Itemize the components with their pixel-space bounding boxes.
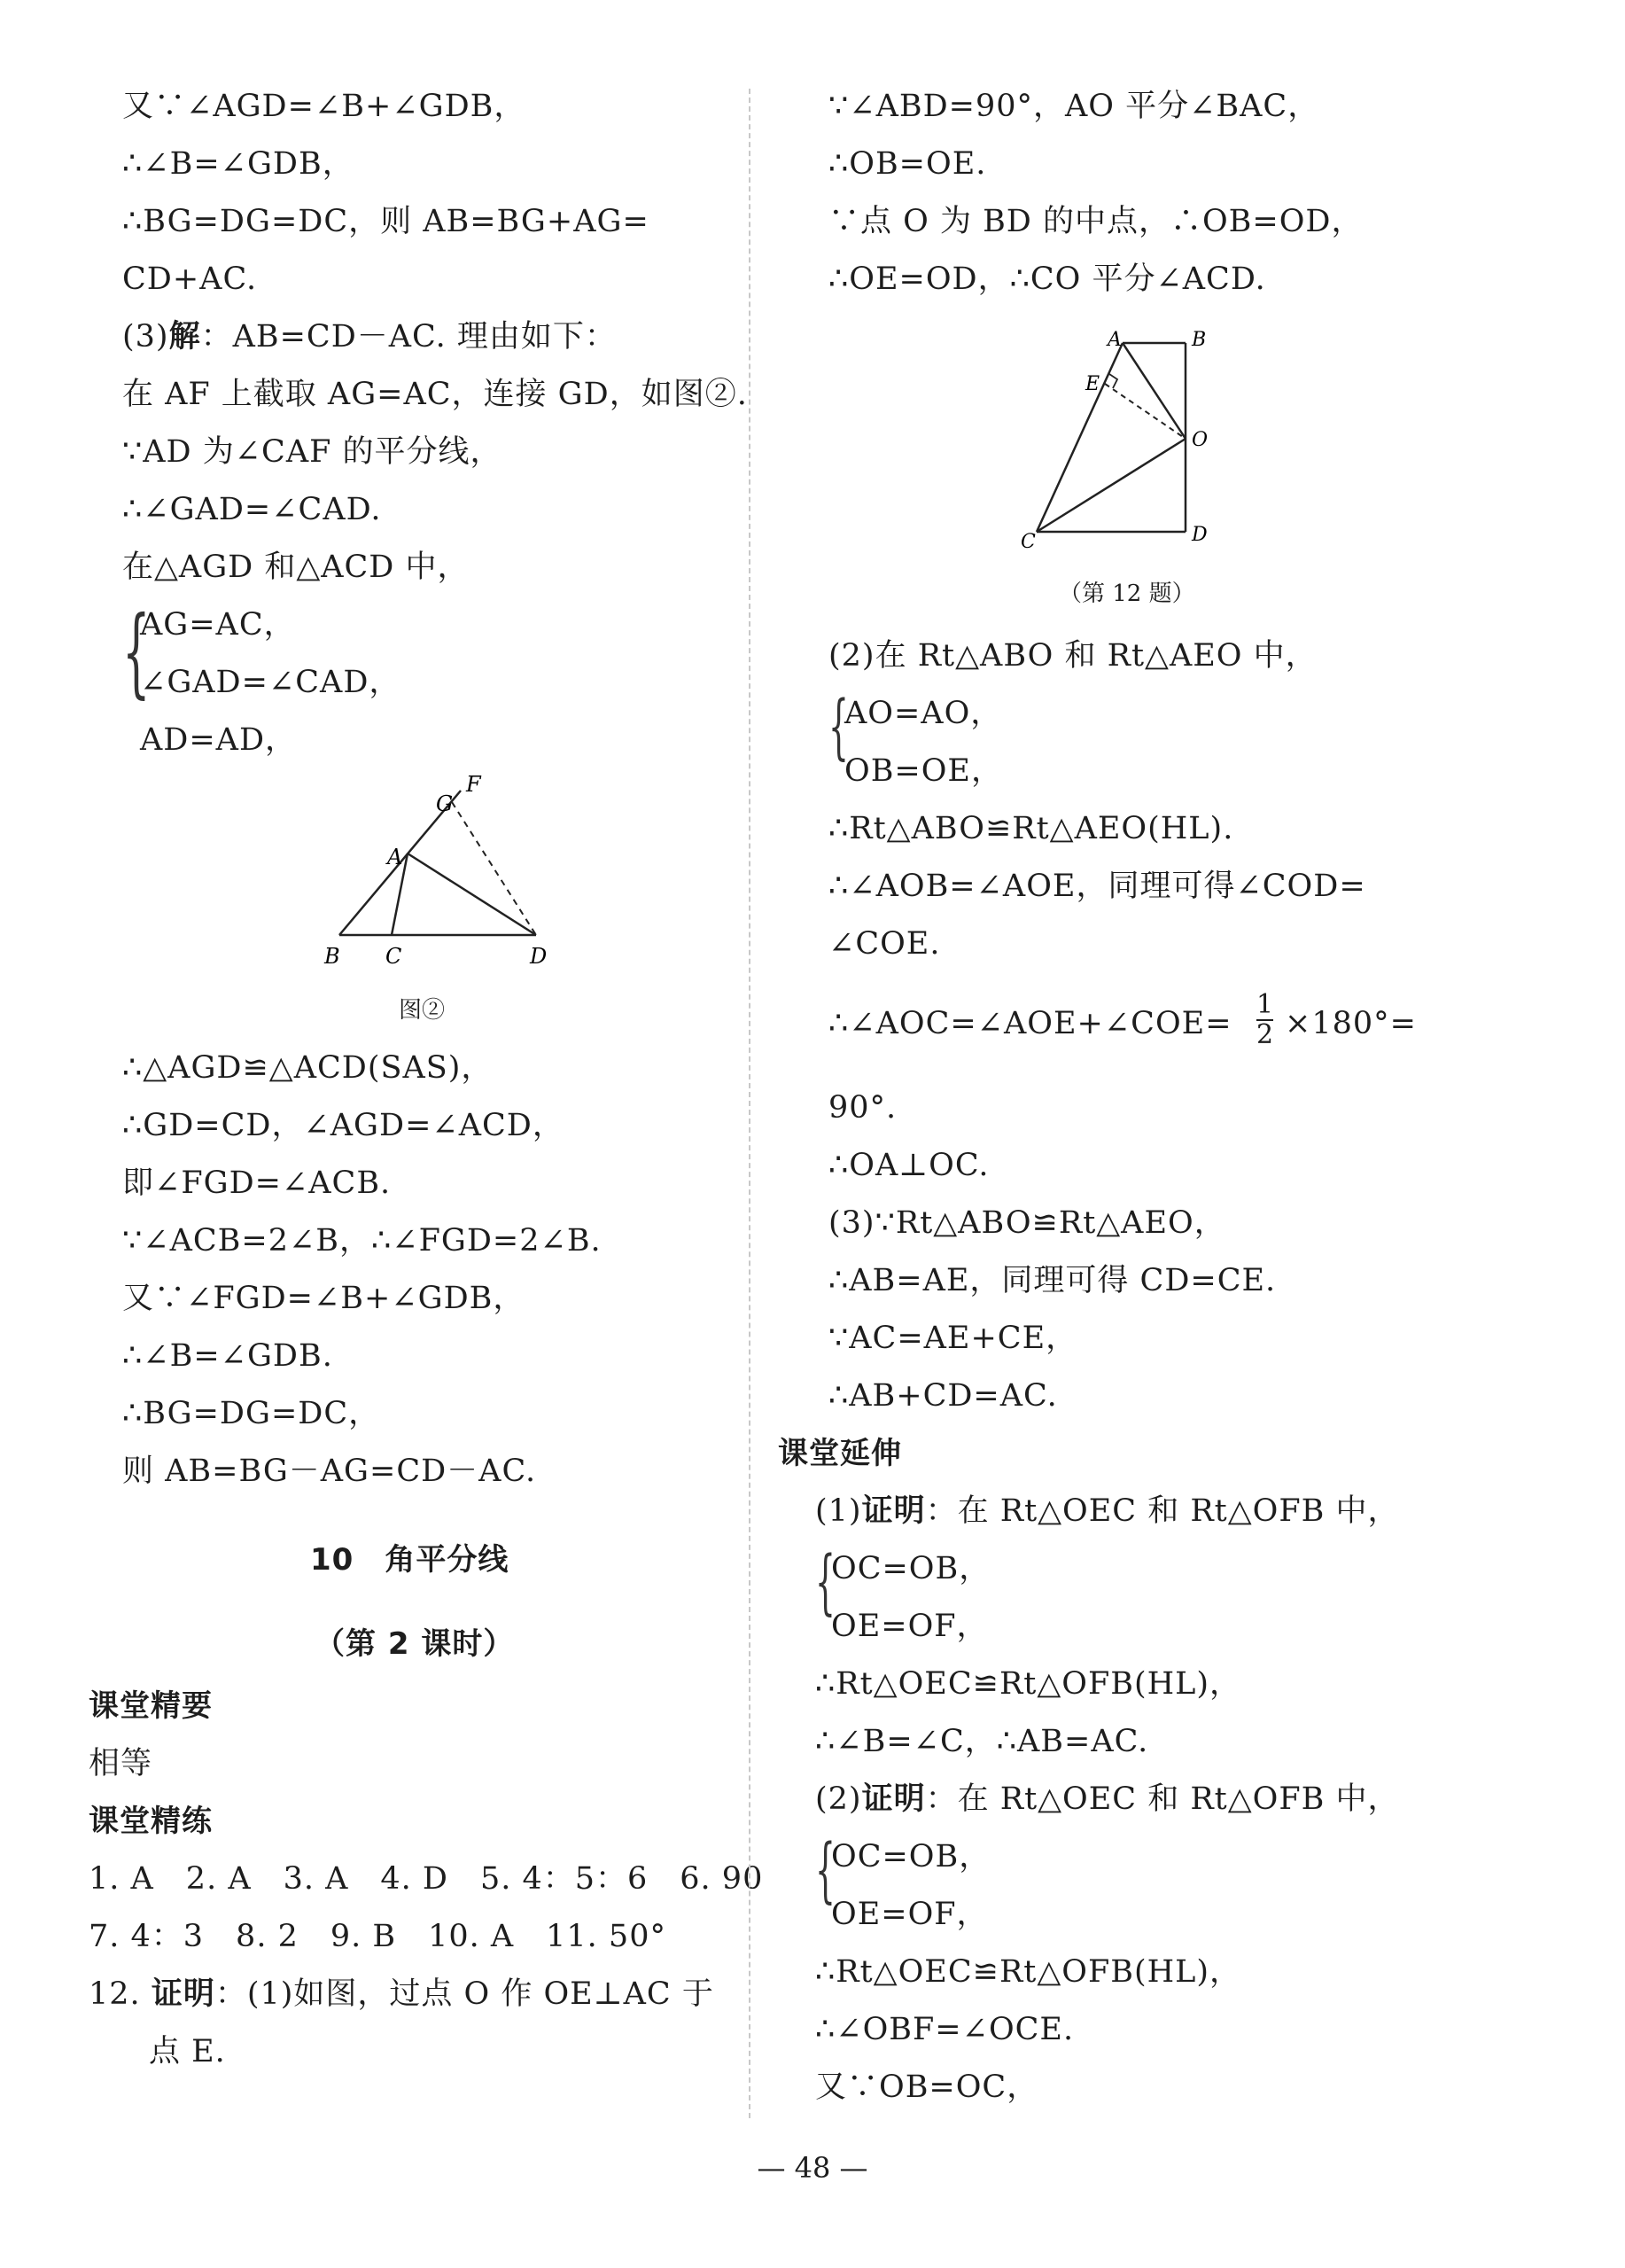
right-line-21: ∴∠OBF=∠OCE. — [815, 2012, 1075, 2047]
left-line-7: ∵AD 为∠CAF 的平分线， — [122, 434, 502, 470]
left-line-8: ∴∠GAD=∠CAD. — [122, 492, 382, 527]
fraction-denominator: 2 — [1256, 1019, 1274, 1050]
right-line-6: ∴Rt△ABO≌Rt△AEO(HL). — [828, 811, 1234, 846]
right-line-9a: ∴∠AOC=∠AOE+∠COE= — [828, 1006, 1232, 1041]
figure-2 — [310, 767, 567, 970]
right-line-9b: ×180°= — [1285, 1006, 1417, 1041]
label-F: F — [466, 772, 481, 797]
right-line-5: (2)在 Rt△ABO 和 Rt△AEO 中， — [828, 638, 1318, 674]
right-line-10: 90°. — [828, 1090, 898, 1126]
part-label: (3) — [122, 319, 169, 355]
system-brace-4: { — [815, 1828, 836, 1911]
label-G: G — [436, 791, 454, 816]
answers-row-1: 1. A 2. A 3. A 4. D 5. 4：5：6 6. 90 — [89, 1861, 764, 1897]
system3-eq-2: OE=OF， — [831, 1609, 989, 1644]
left-line-11: ∴GD=CD，∠AGD=∠ACD， — [122, 1108, 564, 1143]
proof-text: ：在 Rt△OEC 和 Rt△OFB 中， — [925, 1493, 1400, 1529]
system1-eq-1: AG=AC， — [140, 607, 296, 643]
system2-eq-2: OB=OE， — [844, 753, 1003, 789]
left-line-15: ∴∠B=∠GDB. — [122, 1338, 333, 1374]
system-brace-3: { — [815, 1540, 836, 1623]
label-C: C — [1021, 531, 1036, 553]
column-divider — [749, 89, 750, 2118]
right-line-15: ∴AB+CD=AC. — [828, 1378, 1058, 1414]
left-line-2: ∴∠B=∠GDB， — [122, 146, 354, 182]
proof-label: 证明 — [151, 1976, 215, 2012]
right-line-3: ∵点 O 为 BD 的中点，∴OB=OD， — [828, 204, 1364, 239]
system3-eq-1: OC=OB， — [831, 1551, 991, 1586]
question-number: 12. — [89, 1976, 141, 2012]
label-B: B — [324, 944, 340, 969]
label-D: D — [1192, 524, 1208, 546]
left-line-3: ∴BG=DG=DC，则 AB=BG+AG= — [122, 204, 649, 239]
label-B: B — [1192, 329, 1207, 351]
left-line-17: 则 AB=BG－AG=CD－AC. — [122, 1454, 537, 1489]
right-line-13: ∴AB=AE，同理可得 CD=CE. — [828, 1263, 1277, 1298]
system1-eq-2: ∠GAD=∠CAD， — [140, 665, 401, 700]
heading-ketang-yanshen: 课堂延伸 — [778, 1436, 902, 1471]
right-line-4: ∴OE=OD，∴CO 平分∠ACD. — [828, 261, 1266, 297]
proof-label: 证明 — [861, 1493, 926, 1529]
heading-ketang-jingyao: 课堂精要 — [89, 1688, 213, 1724]
system-brace-1: { — [122, 595, 151, 708]
label-A: A — [387, 845, 403, 869]
right-line-19 — [815, 1777, 1400, 1821]
part-label: (2) — [815, 1781, 862, 1817]
figure-2-caption: 图② — [399, 997, 446, 1024]
label-A: A — [1108, 329, 1122, 351]
left-line-12: 即∠FGD=∠ACB. — [122, 1165, 392, 1201]
proof-label: 证明 — [861, 1781, 926, 1817]
right-line-18: ∴∠B=∠C，∴AB=AC. — [815, 1724, 1149, 1759]
left-line-13: ∵∠ACB=2∠B，∴∠FGD=2∠B. — [122, 1223, 602, 1259]
answers-row-2: 7. 4：3 8. 2 9. B 10. A 11. 50° — [89, 1919, 666, 1954]
label-D: D — [530, 944, 548, 969]
right-line-20: ∴Rt△OEC≌Rt△OFB(HL)， — [815, 1954, 1242, 1990]
system4-eq-1: OC=OB， — [831, 1839, 991, 1874]
right-line-11: ∴OA⊥OC. — [828, 1148, 990, 1183]
left-line-14: 又∵∠FGD=∠B+∠GDB， — [122, 1281, 525, 1316]
right-line-7: ∴∠AOB=∠AOE，同理可得∠COD= — [828, 869, 1366, 904]
solution-label: 解 — [168, 318, 201, 355]
heading-ketang-jinglian: 课堂精练 — [89, 1804, 213, 1839]
left-line-10: ∴△AGD≌△ACD(SAS)， — [122, 1050, 494, 1086]
right-line-12: (3)∵Rt△ABO≌Rt△AEO， — [828, 1205, 1226, 1241]
label-E: E — [1085, 373, 1100, 395]
left-line-4: CD+AC. — [122, 261, 258, 297]
system4-eq-2: OE=OF， — [831, 1897, 989, 1932]
left-line-5 — [122, 315, 617, 359]
right-line-22: 又∵OB=OC， — [815, 2069, 1039, 2105]
jingyao-answer: 相等 — [89, 1746, 153, 1781]
left-line-1: 又∵∠AGD=∠B+∠GDB， — [122, 89, 526, 124]
system2-eq-1: AO=AO， — [844, 696, 1003, 731]
left-line-16: ∴BG=DG=DC， — [122, 1396, 381, 1431]
label-O: O — [1192, 429, 1209, 451]
proof-text: ：在 Rt△OEC 和 Rt△OFB 中， — [925, 1781, 1400, 1817]
right-line-14: ∵AC=AE+CE， — [828, 1321, 1078, 1356]
question-12-cont: 点 E. — [149, 2034, 226, 2069]
right-line-8: ∠COE. — [828, 926, 941, 962]
right-line-1: ∵∠ABD=90°，AO 平分∠BAC， — [828, 89, 1320, 124]
left-line-6: 在 AF 上截取 AG=AC，连接 GD，如图②. — [122, 377, 748, 412]
question-12-line — [89, 1972, 714, 2016]
fraction-numerator: 1 — [1256, 989, 1274, 1020]
left-line-9: 在△AGD 和△ACD 中， — [122, 549, 470, 585]
right-line-16 — [815, 1489, 1400, 1533]
right-line-2: ∴OB=OE. — [828, 146, 987, 182]
proof-text: ：(1)如图，过点 O 作 OE⊥AC 于 — [214, 1976, 714, 2012]
system-brace-2: { — [828, 685, 849, 768]
part-label: (1) — [815, 1493, 862, 1529]
page-number: — 48 — — [757, 2151, 868, 2185]
solution-text: ：AB=CD－AC. 理由如下： — [200, 319, 617, 355]
right-line-17: ∴Rt△OEC≌Rt△OFB(HL)， — [815, 1666, 1242, 1702]
figure-12-caption: （第 12 题） — [1059, 581, 1195, 607]
system1-eq-3: AD=AD， — [140, 722, 298, 758]
lesson-title: （第 2 课时） — [315, 1626, 515, 1662]
fraction-one-half — [1256, 991, 1273, 1049]
label-C: C — [385, 944, 402, 969]
figure-12 — [1010, 319, 1223, 558]
section-title: 10 角平分线 — [310, 1542, 509, 1578]
